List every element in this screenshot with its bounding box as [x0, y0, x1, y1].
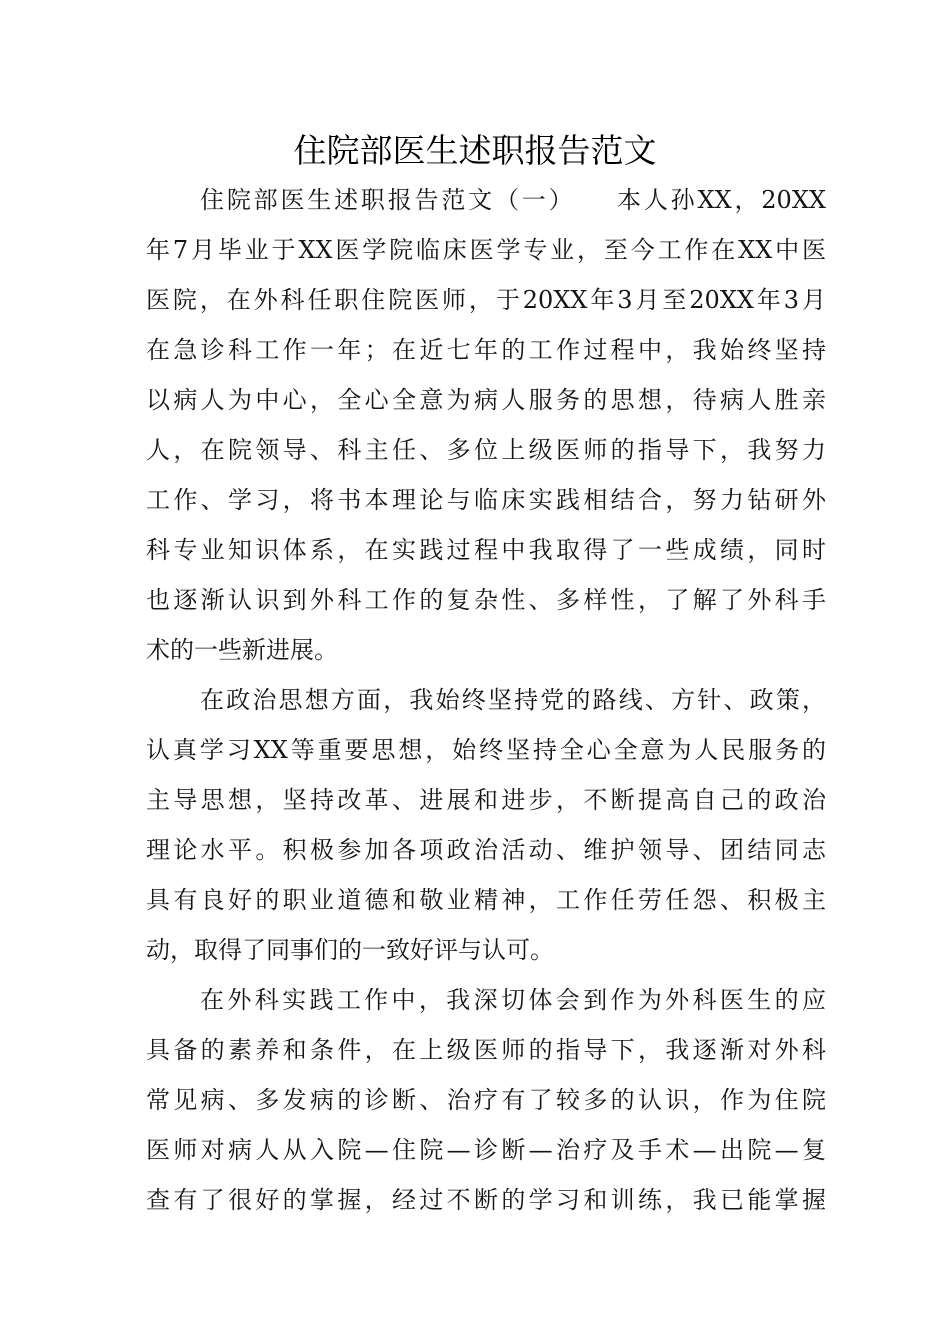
paragraph-1-line-2: 年7月毕业于XX医学院临床医学专业，至今工作在XX中医 — [146, 236, 826, 264]
paragraph-3-line-1: 在外科实践工作中，我深切体会到作为外科医生的应 — [200, 986, 826, 1014]
paragraph-3-line-5: 查有了很好的掌握，经过不断的学习和训练，我已能掌握 — [146, 1186, 826, 1214]
paragraph-1-line-10: 术的一些新进展。 — [146, 636, 338, 664]
paragraph-2-line-5: 具有良好的职业道德和敬业精神，工作任劳任怨、积极主 — [146, 886, 826, 914]
paragraph-1-line-5: 以病人为中心，全心全意为病人服务的思想，待病人胜亲 — [146, 386, 826, 414]
document-title: 住院部医生述职报告范文 — [293, 131, 657, 170]
paragraph-2-line-4: 理论水平。积极参加各项政治活动、维护领导、团结同志 — [146, 836, 826, 864]
paragraph-2-line-1: 在政治思想方面，我始终坚持党的路线、方针、政策， — [200, 686, 826, 714]
paragraph-1-line-1: 住院部医生述职报告范文（一） 本人孙XX，20XX — [200, 186, 826, 214]
paragraph-3-line-4: 医师对病人从入院—住院—诊断—治疗及手术—出院—复 — [146, 1136, 826, 1164]
paragraph-2-line-2: 认真学习XX等重要思想，始终坚持全心全意为人民服务的 — [146, 736, 826, 764]
paragraph-1-line-8: 科专业知识体系，在实践过程中我取得了一些成绩，同时 — [146, 536, 826, 564]
paragraph-2-line-6: 动，取得了同事们的一致好评与认可。 — [146, 936, 554, 964]
paragraph-1-line-4: 在急诊科工作一年；在近七年的工作过程中，我始终坚持 — [146, 336, 826, 364]
paragraph-1-line-7: 工作、学习，将书本理论与临床实践相结合，努力钻研外 — [146, 486, 826, 514]
paragraph-3-line-3: 常见病、多发病的诊断、治疗有了较多的认识，作为住院 — [146, 1086, 826, 1114]
paragraph-2-line-3: 主导思想，坚持改革、进展和进步，不断提高自己的政治 — [146, 786, 826, 814]
paragraph-1-line-9: 也逐渐认识到外科工作的复杂性、多样性，了解了外科手 — [146, 586, 826, 614]
paragraph-1-line-6: 人，在院领导、科主任、多位上级医师的指导下，我努力 — [146, 436, 826, 464]
paragraph-1-line-3: 医院，在外科任职住院医师，于20XX年3月至20XX年3月 — [146, 286, 826, 314]
paragraph-3-line-2: 具备的素养和条件，在上级医师的指导下，我逐渐对外科 — [146, 1036, 826, 1064]
